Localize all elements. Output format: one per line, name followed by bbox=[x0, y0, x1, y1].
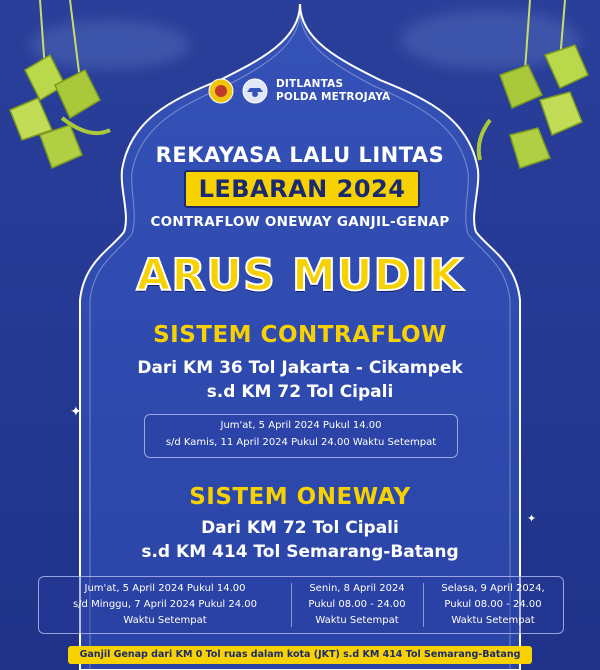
main-title-arus-mudik: ARUS MUDIK bbox=[136, 250, 464, 301]
oneway-schedule-2-line2: Pukul 08.00 - 24.00 bbox=[308, 599, 406, 610]
ketupat-icon bbox=[470, 0, 600, 200]
header-logos bbox=[208, 78, 390, 104]
oneway-schedule-3-line3: Waktu Setempat bbox=[451, 615, 535, 626]
ketupat-icon bbox=[0, 0, 130, 200]
subtitle-systems: CONTRAFLOW ONEWAY GANJIL-GENAP bbox=[150, 214, 450, 230]
oneway-route-to: s.d KM 414 Tol Semarang-Batang bbox=[141, 542, 459, 562]
oneway-title: SISTEM ONEWAY bbox=[189, 484, 411, 510]
sparkle-icon: ✦ bbox=[527, 512, 537, 525]
oneway-schedule-1-line2: s/d Minggu, 7 April 2024 Pukul 24.00 bbox=[72, 599, 258, 610]
oneway-schedule-3 bbox=[423, 577, 563, 633]
oneway-schedule-2-line3: Waktu Setempat bbox=[315, 615, 399, 626]
oneway-schedule-2-line1: Senin, 8 April 2024 bbox=[309, 583, 405, 594]
title-lebaran-box bbox=[184, 170, 420, 208]
contraflow-title: SISTEM CONTRAFLOW bbox=[153, 322, 447, 348]
oneway-schedule-1-line1: Jum'at, 5 April 2024 Pukul 14.00 bbox=[84, 583, 246, 594]
ganjil-genap-footnote: Ganjil Genap dari KM 0 Tol ruas dalam kota (JKT) s.d KM 414 Tol Semarang-Batang bbox=[68, 646, 532, 664]
contraflow-schedule-end: s/d Kamis, 11 April 2024 Pukul 24.00 Waktu Setempat bbox=[165, 437, 437, 448]
contraflow-route-to: s.d KM 72 Tol Cipali bbox=[206, 382, 394, 402]
contraflow-schedule-start: Jum'at, 5 April 2024 Pukul 14.00 bbox=[220, 420, 382, 431]
contraflow-schedule-box bbox=[144, 414, 458, 458]
org-line2: POLDA METROJAYA bbox=[276, 91, 391, 103]
oneway-schedule-3-line1: Selasa, 9 April 2024, bbox=[441, 583, 545, 594]
police-badge-icon bbox=[208, 78, 234, 104]
oneway-route-from: Dari KM 72 Tol Cipali bbox=[201, 518, 399, 538]
oneway-schedule-2 bbox=[291, 577, 423, 633]
oneway-schedule-3-line2: Pukul 08.00 - 24.00 bbox=[444, 599, 542, 610]
oneway-schedule-1 bbox=[39, 577, 291, 633]
org-name bbox=[276, 78, 390, 104]
sparkle-icon: ✦ bbox=[70, 404, 82, 420]
title-lebaran: LEBARAN 2024 bbox=[198, 175, 406, 203]
traffic-emblem-icon bbox=[242, 78, 268, 104]
oneway-schedule-box bbox=[38, 576, 564, 634]
oneway-schedule-1-line3: Waktu Setempat bbox=[123, 615, 207, 626]
contraflow-route-from: Dari KM 36 Tol Jakarta - Cikampek bbox=[137, 358, 463, 378]
org-line1: DITLANTAS bbox=[276, 78, 344, 90]
title-rekayasa: REKAYASA LALU LINTAS bbox=[155, 143, 445, 167]
